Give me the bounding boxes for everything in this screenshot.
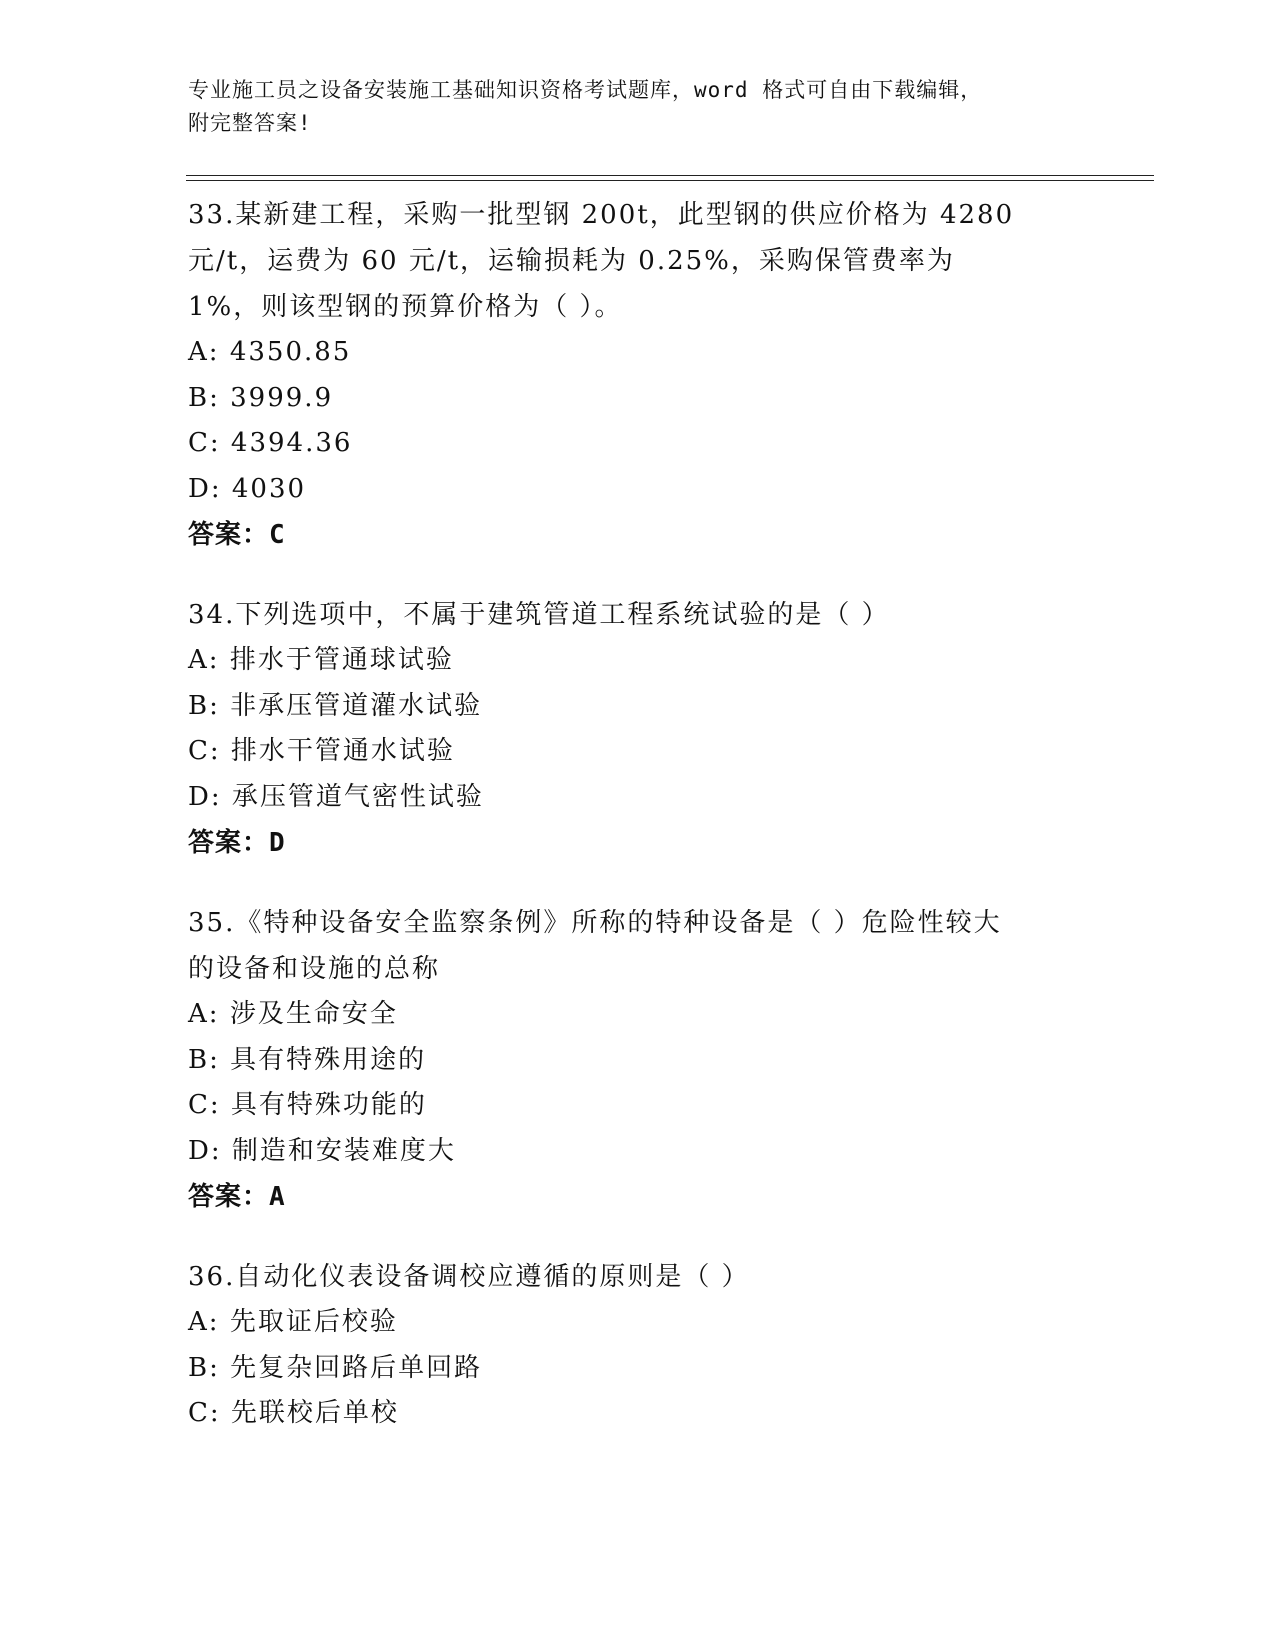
answer: 答案：C (188, 520, 286, 550)
option-a (188, 638, 1068, 684)
header-divider-bottom (186, 180, 1154, 181)
option-text: 排水于管通球试验 (229, 645, 454, 675)
answer: 答案：D (188, 828, 286, 858)
option-text: 先取证后校验 (229, 1307, 398, 1337)
option-label: A: (188, 645, 220, 675)
option-label: C: (188, 736, 221, 766)
option-label: B: (188, 382, 220, 413)
option-text: 4350.85 (229, 337, 352, 367)
option-text: 先复杂回路后单回路 (230, 1352, 483, 1383)
option-b (188, 376, 1068, 422)
header-divider-top (186, 175, 1154, 176)
option-text: 涉及生命安全 (229, 999, 398, 1029)
option-text: 制造和安装难度大 (231, 1135, 456, 1166)
option-a (188, 992, 1068, 1038)
option-text: 非承压管道灌水试验 (230, 690, 483, 721)
option-d (188, 467, 1068, 513)
question-text: 35.《特种设备安全监察条例》所称的特种设备是（ ）危险性较大的设备和设施的总称 (188, 908, 1002, 984)
option-text: 先联校后单校 (230, 1398, 399, 1428)
option-b (188, 1038, 1068, 1084)
option-label: A: (188, 999, 220, 1029)
option-c (188, 421, 1068, 467)
option-label: D: (188, 1135, 222, 1166)
option-label: D: (188, 781, 222, 812)
option-text: 4030 (231, 473, 307, 504)
option-label: C: (188, 1090, 221, 1120)
option-text: 3999.9 (230, 382, 334, 413)
option-c (188, 1391, 1068, 1437)
question-text: 34.下列选项中，不属于建筑管道工程系统试验的是（ ） (188, 600, 890, 630)
option-label: B: (188, 1352, 220, 1383)
question-33 (188, 192, 1068, 558)
option-text: 具有特殊用途的 (230, 1044, 427, 1075)
option-a (188, 1300, 1068, 1346)
option-b (188, 1346, 1068, 1392)
document-header (188, 74, 1068, 140)
question-text: 33.某新建工程，采购一批型钢 200t，此型钢的供应价格为 4280 元/t，运费为 60 元/t，运输损耗为 0.25%，采购保管费率为 1%，则该型钢的预算价格为（ ）。 (188, 200, 1015, 322)
option-d (188, 1129, 1068, 1175)
option-label: D: (188, 473, 222, 504)
option-c (188, 1083, 1068, 1129)
question-36 (188, 1254, 1068, 1437)
answer: 答案：A (188, 1182, 286, 1212)
option-label: C: (188, 1398, 221, 1428)
option-c (188, 729, 1068, 775)
option-d (188, 775, 1068, 821)
header-line-1: 专业施工员之设备安装施工基础知识资格考试题库，word 格式可自由下载编辑， (188, 78, 983, 102)
option-b (188, 684, 1068, 730)
option-text: 具有特殊功能的 (230, 1090, 427, 1120)
option-label: B: (188, 1044, 220, 1075)
option-label: A: (188, 337, 220, 367)
option-text: 承压管道气密性试验 (231, 781, 484, 812)
question-34 (188, 592, 1068, 866)
option-label: B: (188, 690, 220, 721)
question-list (188, 192, 1068, 1471)
option-text: 4394.36 (230, 428, 353, 458)
option-label: C: (188, 428, 221, 458)
option-text: 排水干管通水试验 (230, 736, 455, 766)
header-line-2: 附完整答案! (188, 111, 312, 135)
option-label: A: (188, 1307, 220, 1337)
question-text: 36.自动化仪表设备调校应遵循的原则是（ ） (188, 1262, 750, 1292)
question-35 (188, 900, 1068, 1220)
option-a (188, 330, 1068, 376)
